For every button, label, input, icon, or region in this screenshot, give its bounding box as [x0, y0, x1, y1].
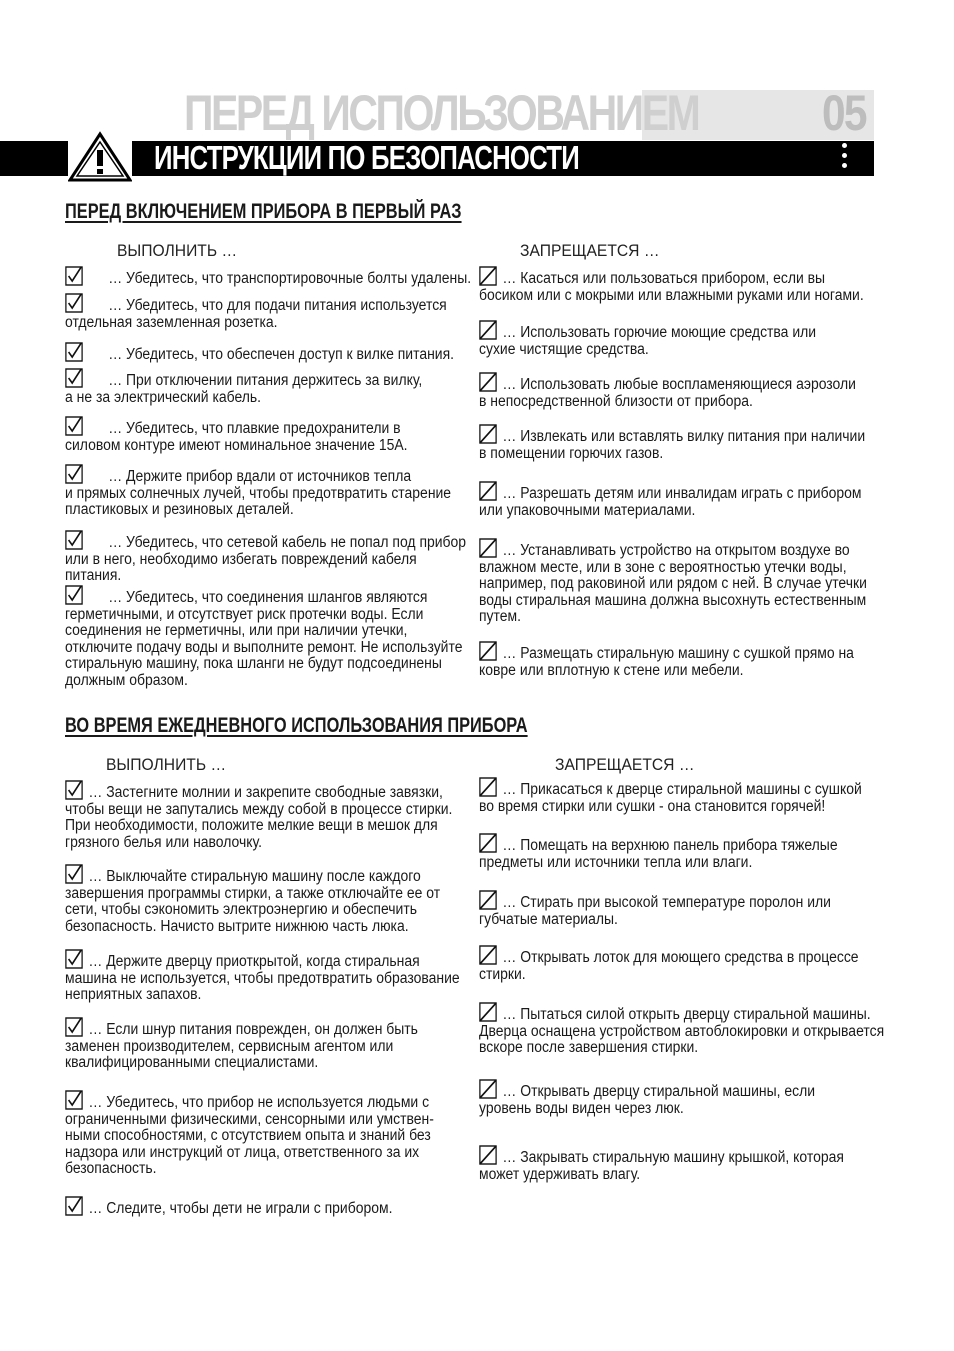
dots-decoration — [839, 143, 849, 175]
item-text-continued: чтобы вещи не запутались между собой в процессе стирки. При необходимости, положите мелкие вещи в мешок для грязного белья или наволочку. — [65, 800, 453, 851]
checkmark-icon — [65, 416, 83, 436]
list-item — [65, 530, 470, 585]
item-text-continued: влажном месте, или в зоне с вероятностью утечки воды, например, под раковиной или рядом с ней. В случае утечки воды стиральная машина должна высохнуть естественным путем. — [479, 558, 867, 625]
list-item — [65, 293, 470, 331]
item-text-continued: или в него, необходимо избегать повреждений кабеля питания. — [65, 550, 417, 584]
item-text-continued: босиком или с мокрыми или влажными руками или ногами. — [479, 286, 864, 304]
list-item — [479, 266, 894, 304]
list-item — [479, 890, 897, 928]
checkmark-icon — [65, 464, 83, 484]
list-item — [65, 1017, 465, 1072]
prohibited-icon — [479, 538, 497, 558]
item-text: … Убедитесь, что обеспечен доступ к вилке питания. — [108, 346, 455, 363]
item-text-continued: может удерживать влагу. — [479, 1165, 641, 1183]
warning-icon — [68, 130, 132, 184]
list-item — [479, 833, 897, 871]
list-item — [479, 372, 894, 410]
item-text-continued: уровень воды виден через люк. — [479, 1099, 684, 1117]
prohibited-icon — [479, 641, 497, 661]
list-item — [479, 424, 894, 462]
item-text: … Убедитесь, что плавкие предохранители в — [108, 420, 401, 437]
prohibited-icon — [479, 1145, 497, 1165]
checkmark-icon — [65, 293, 83, 313]
do-label: ВЫПОЛНИТЬ … — [117, 241, 238, 260]
item-text: … Касаться или пользоваться прибором, если вы — [502, 270, 826, 287]
list-item — [65, 266, 470, 288]
checkmark-icon — [65, 780, 83, 800]
prohibited-icon — [479, 424, 497, 444]
item-text: … Использовать любые воспламеняющиеся аэрозоли — [502, 376, 856, 393]
item-text: … Извлекать или вставлять вилку питания при наличии — [502, 428, 866, 445]
item-text-continued: стирки. — [479, 965, 526, 983]
page-number: 05 — [822, 85, 866, 141]
section-heading: ПЕРЕД ВКЛЮЧЕНИЕМ ПРИБОРА В ПЕРВЫЙ РАЗ — [65, 200, 462, 223]
item-text: … Если шнур питания поврежден, он должен быть — [88, 1021, 418, 1038]
item-text: … Убедитесь, что транспортировочные болты удалены. — [108, 270, 472, 287]
checkmark-icon — [65, 266, 83, 286]
checkmark-icon — [65, 1090, 83, 1110]
list-item — [479, 641, 894, 679]
item-text-continued: машина не используется, чтобы предотвратить образование неприятных запахов. — [65, 969, 460, 1003]
prohibited-icon — [479, 777, 497, 797]
item-text: … Убедитесь, что для подачи питания используется — [108, 297, 447, 314]
item-text: … Убедитесь, что прибор не используется людьми с — [88, 1094, 430, 1111]
checkmark-icon — [65, 530, 83, 550]
list-item — [65, 416, 470, 454]
item-text-continued: ковре или вплотную к стене или мебели. — [479, 661, 744, 679]
list-item — [65, 585, 470, 689]
list-item — [65, 1090, 465, 1178]
list-item — [479, 320, 894, 358]
list-item — [65, 949, 465, 1004]
prohibited-icon — [479, 372, 497, 392]
item-text: … Пытаться силой открыть дверцу стиральной машины. — [502, 1006, 871, 1023]
item-text: … Разрешать детям или инвалидам играть с прибором — [502, 485, 862, 502]
list-item — [479, 1079, 897, 1117]
item-text-continued: в помещении горючих газов. — [479, 444, 664, 462]
item-text-continued: сухие чистящие средства. — [479, 340, 649, 358]
item-text: … Держите дверцу приоткрытой, когда стиральная — [88, 953, 420, 970]
item-text: … Стирать при высокой температуре поролон или — [502, 894, 831, 911]
item-text-continued: Дверца оснащена устройством автоблокировки и открывается вскоре после завершения стирки. — [479, 1022, 885, 1056]
item-text-continued: в непосредственной близости от прибора. — [479, 392, 753, 410]
list-item — [65, 342, 470, 364]
dont-label: ЗАПРЕЩАЕТСЯ … — [555, 755, 695, 774]
prohibited-icon — [479, 481, 497, 501]
list-item — [479, 1002, 897, 1057]
item-text-continued: губчатые материалы. — [479, 910, 618, 928]
item-text-continued: предметы или источники тепла или влаги. — [479, 853, 753, 871]
item-text: … Использовать горючие моющие средства или — [502, 324, 817, 341]
checkmark-icon — [65, 585, 83, 605]
list-item — [479, 1145, 897, 1183]
item-text: … Убедитесь, что соединения шлангов являются — [108, 589, 428, 606]
checkmark-icon — [65, 864, 83, 884]
prohibited-icon — [479, 266, 497, 286]
item-text: … При отключении питания держитесь за вилку, — [108, 372, 423, 389]
prohibited-icon — [479, 833, 497, 853]
item-text: … Помещать на верхнюю панель прибора тяжелые — [502, 837, 838, 854]
item-text: … Размещать стиральную машину с сушкой прямо на — [502, 645, 854, 662]
item-text: … Закрывать стиральную машину крышкой, которая — [502, 1149, 844, 1166]
item-text-continued: герметичными, и отсутствует риск протечки воды. Если соединения не герметичны, или при наличии утечки, отключите подачу воды и выполните ремонт. Не используйте стиральную машину, пока шланги не будут подсоединены должным образом. — [65, 605, 463, 689]
prohibited-icon — [479, 945, 497, 965]
item-text: … Прикасаться к дверце стиральной машины с сушкой — [502, 781, 862, 798]
item-text: … Выключайте стиральную машину после каждого — [88, 868, 421, 885]
dont-label: ЗАПРЕЩАЕТСЯ … — [520, 241, 660, 260]
section-heading: ВО ВРЕМЯ ЕЖЕДНЕВНОГО ИСПОЛЬЗОВАНИЯ ПРИБОРА — [65, 714, 528, 737]
item-text-continued: заменен производителем, сервисным агентом или квалифицированными специалистами. — [65, 1037, 394, 1071]
checkmark-icon — [65, 342, 83, 362]
item-text: … Открывать дверцу стиральной машины, если — [502, 1083, 816, 1100]
checkmark-icon — [65, 1196, 83, 1216]
item-text-continued: завершения программы стирки, а также отключайте ее от сети, чтобы сэкономить электроэнергию и обеспечить безопасность. Начисто вытрите нижнюю часть люка. — [65, 884, 441, 935]
list-item — [479, 481, 894, 519]
item-text-continued: ограниченными физическими, сенсорными или умствен-ными способностями, с отсутствием опыта и знаний без надзора или инструкций от лица, ответственного за их безопасность. — [65, 1110, 434, 1177]
checkmark-icon — [65, 1017, 83, 1037]
item-text-continued: или упаковочными материалами. — [479, 501, 696, 519]
item-text-continued: силовом контуре имеют номинальное значение 15А. — [65, 436, 408, 454]
prohibited-icon — [479, 890, 497, 910]
list-item — [65, 864, 465, 935]
item-text-continued: а не за электрический кабель. — [65, 388, 262, 406]
item-text: … Убедитесь, что сетевой кабель не попал под прибор — [108, 534, 467, 551]
item-text: … Следите, чтобы дети не играли с прибором. — [88, 1200, 393, 1217]
item-text: … Открывать лоток для моющего средства в процессе — [502, 949, 859, 966]
item-text-continued: во время стирки или сушки - она становится горячей! — [479, 797, 826, 815]
item-text: … Устанавливать устройство на открытом воздухе во — [502, 542, 850, 559]
list-item — [479, 538, 894, 626]
item-text: … Застегните молнии и закрепите свободные завязки, — [88, 784, 443, 801]
list-item — [65, 780, 465, 851]
prohibited-icon — [479, 1079, 497, 1099]
banner-title: ИНСТРУКЦИИ ПО БЕЗОПАСНОСТИ — [154, 139, 579, 176]
page-title: ПЕРЕД ИСПОЛЬЗОВАНИЕМ — [184, 85, 699, 141]
list-item — [479, 945, 897, 983]
item-text: … Держите прибор вдали от источников тепла — [108, 468, 412, 485]
checkmark-icon — [65, 368, 83, 388]
prohibited-icon — [479, 320, 497, 340]
do-label: ВЫПОЛНИТЬ … — [106, 755, 227, 774]
list-item — [65, 1196, 465, 1218]
item-text-continued: и прямых солнечных лучей, чтобы предотвратить старение пластиковых и резиновых деталей. — [65, 484, 452, 518]
list-item — [65, 464, 470, 519]
list-item — [65, 368, 470, 406]
list-item — [479, 777, 897, 815]
item-text-continued: отдельная заземленная розетка. — [65, 313, 278, 331]
prohibited-icon — [479, 1002, 497, 1022]
checkmark-icon — [65, 949, 83, 969]
